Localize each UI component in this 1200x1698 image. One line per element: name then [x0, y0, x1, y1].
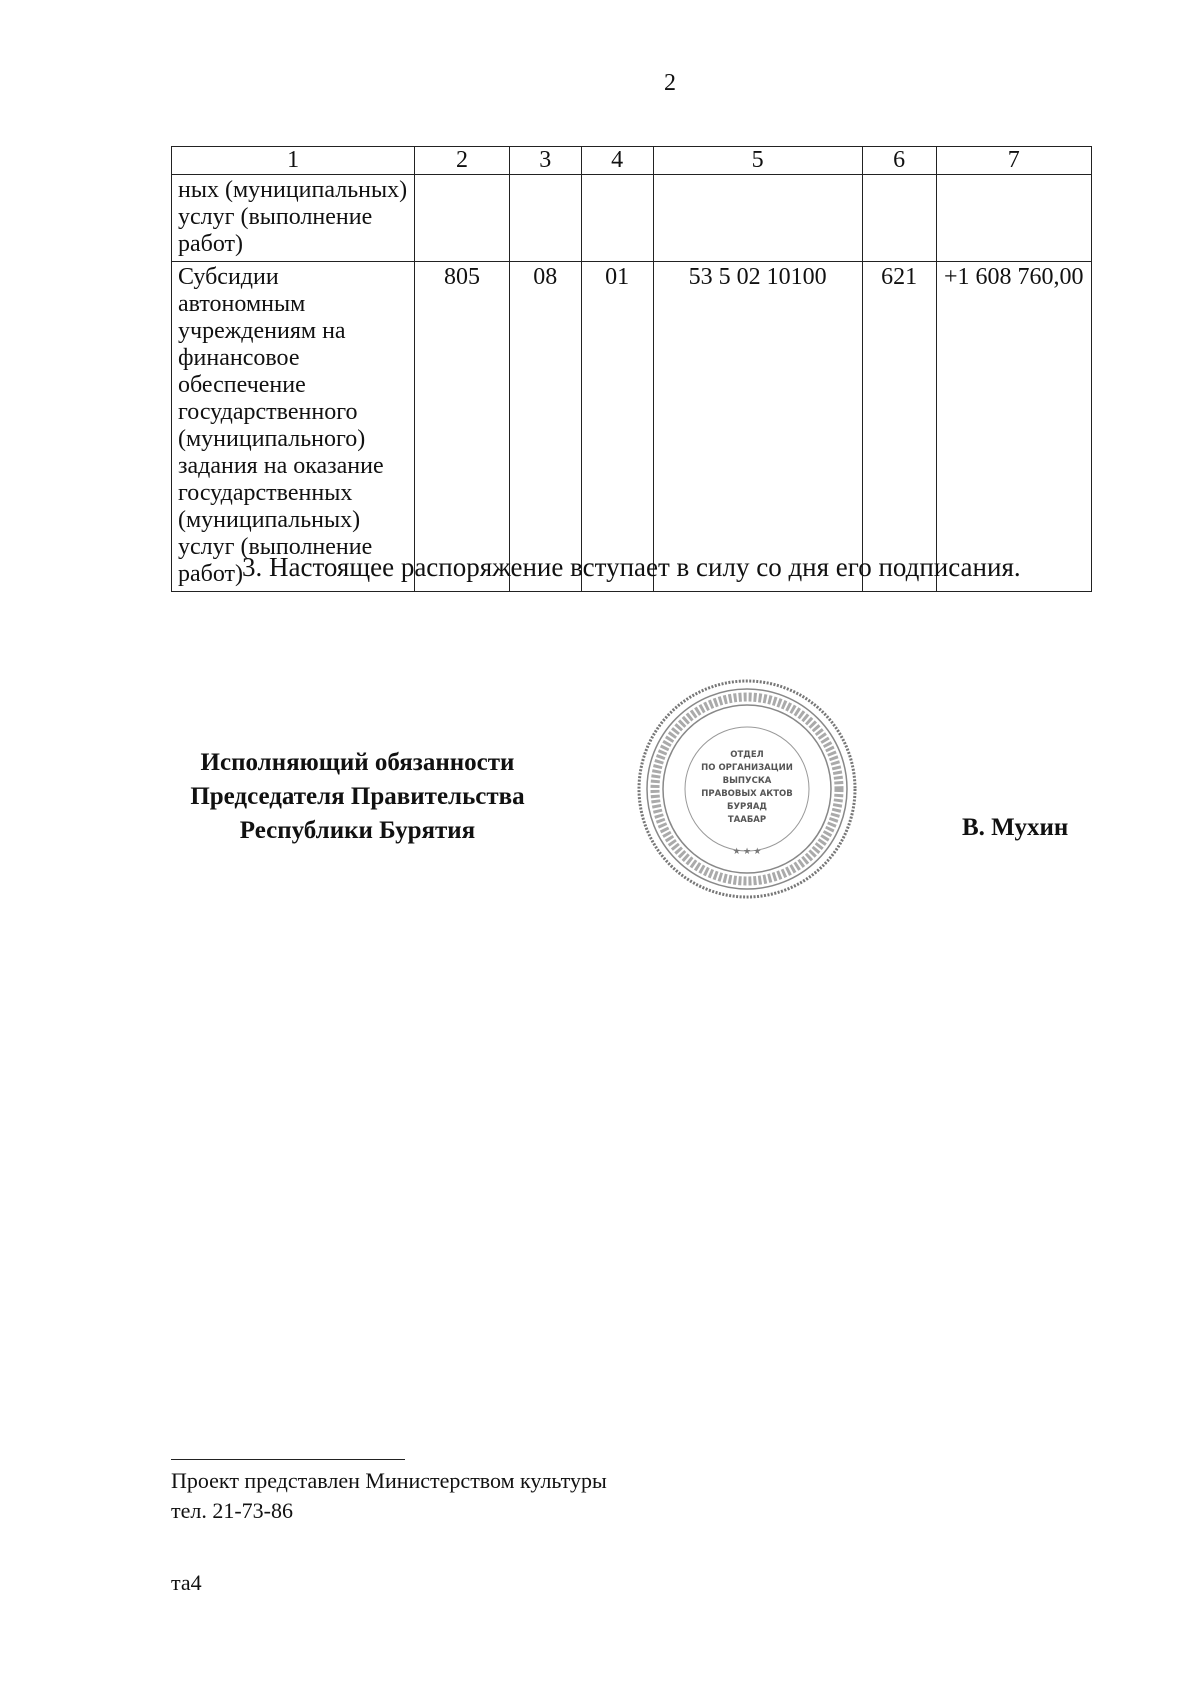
seal-text-line: БУРЯАД: [727, 802, 767, 812]
col-header-7: 7: [936, 147, 1091, 175]
row-name-cell: Субсидии автономным учреждениям на финансовое обеспечение государственного (муниципального) задания на оказание государственных (муниципальных) услуг (выполнение работ): [172, 262, 415, 592]
footer-line-2: тел. 21-73-86: [171, 1498, 294, 1523]
row-cell: [653, 175, 862, 262]
expense-type-cell: 621: [862, 262, 936, 592]
col-header-1: 1: [172, 147, 415, 175]
footer-line-1: Проект представлен Министерством культуры: [171, 1468, 607, 1493]
page-number: 2: [664, 70, 676, 96]
subsection-code-cell: 01: [581, 262, 653, 592]
row-cell: [936, 175, 1091, 262]
signatory-title-line: Председателя Правительства: [190, 783, 525, 810]
signatory-title-line: Республики Бурятия: [239, 817, 476, 844]
col-header-3: 3: [509, 147, 581, 175]
target-article-cell: 53 5 02 10100: [653, 262, 862, 592]
row-cell: [862, 175, 936, 262]
document-code: та4: [171, 1570, 202, 1595]
row-name-cell: ных (муниципальных) услуг (выполнение работ): [172, 175, 415, 262]
seal-text-line: ОТДЕЛ: [730, 750, 764, 760]
row-cell: [581, 175, 653, 262]
signer-name: В. Мухин: [962, 814, 1069, 841]
signatory-title-line: Исполняющий обязанности: [200, 749, 515, 776]
table-header-row: [172, 147, 1092, 175]
col-header-4: 4: [581, 147, 653, 175]
budget-table: [171, 146, 1092, 592]
col-header-5: 5: [653, 147, 862, 175]
official-seal-stamp: [636, 678, 858, 900]
row-cell: [509, 175, 581, 262]
table-row: [172, 175, 1092, 262]
amount-cell: +1 608 760,00: [936, 262, 1091, 592]
section-code-cell: 08: [509, 262, 581, 592]
seal-text-line: ПО ОРГАНИЗАЦИИ: [701, 763, 793, 773]
signatory-title: [155, 746, 560, 848]
clause-paragraph: 3. Настоящее распоряжение вступает в силу со дня его подписания.: [242, 552, 1021, 582]
seal-text-line: ПРАВОВЫХ АКТОВ: [701, 789, 793, 799]
footer-divider: [171, 1459, 405, 1460]
col-header-6: 6: [862, 147, 936, 175]
seal-text-line: ВЫПУСКА: [722, 776, 772, 786]
col-header-2: 2: [415, 147, 510, 175]
seal-star-icon: ★ ★ ★: [732, 846, 762, 856]
seal-text-line: ТААБАР: [727, 815, 767, 825]
department-code-cell: 805: [415, 262, 510, 592]
footer-note: [171, 1466, 607, 1526]
row-cell: [415, 175, 510, 262]
table-row: [172, 262, 1092, 592]
